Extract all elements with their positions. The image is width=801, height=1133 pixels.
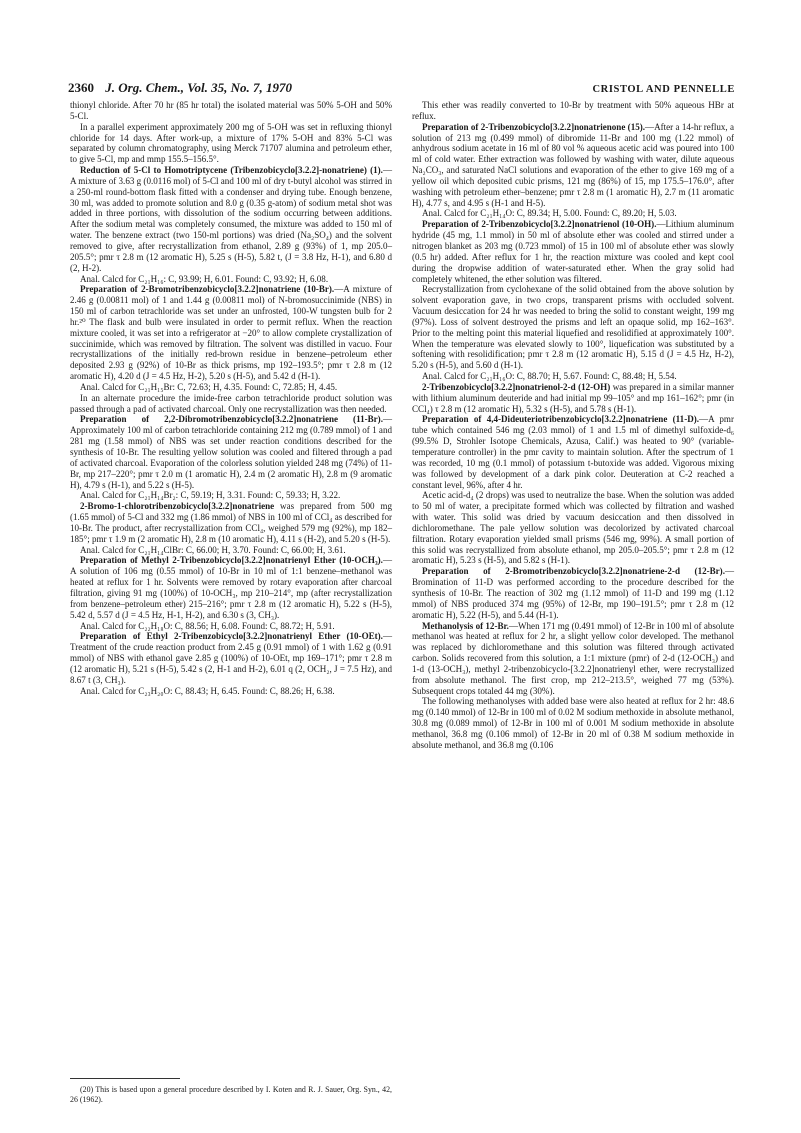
- right-column: [412, 100, 734, 751]
- paragraph-text: The following methanolyses with added base were also heated at reflux for 2 hr: 48.6 mg (0.140 mmol) of 12-Br in 100 ml of 0.02 M sodium methoxide in absolute methanol, 30.8 mg (0.089 mmol) of 12-Br in 100 ml of 0.001 M sodium methoxide in absolute methanol, 36.8 mg (0.106 mmol) of 12-Br in 20 ml of 0.38 M sodium methoxide in absolute methanol, and 36.8 mg (0.106: [412, 696, 734, 750]
- paragraph: [412, 490, 734, 566]
- paragraph-heading: Reduction of 5-Cl to Homotriptycene (Tribenzobicyclo[3.2.2]-nonatriene) (1).: [80, 165, 383, 176]
- paragraph-text: In a parallel experiment approximately 200 mg of 5-OH was set in refluxing thionyl chloride for 14 days. After work-up, a mixture of 17% 5-OH and 83% 5-Cl was separated by column chromatography, using Merck 71707 alumina and petroleum ether, to give 5-Cl, mp and mmp 155.5–156.5°.: [70, 121, 392, 165]
- left-column: [70, 100, 392, 696]
- paragraph: [70, 490, 392, 501]
- paragraph-text: was prepared from 500 mg (1.65 mmol) of 5-Cl and 332 mg (1.86 mmol) of NBS in 100 ml of CCl₄ as described for 10-Br. The product, after recrystallization from CCl₄, weighed 579 mg (92%), mp 182–185°; pmr τ 1.9 m (2 aromatic H), 2.8 m (10 aromatic H), 4.11 s (H-2), and 5.20 s (H-5).: [70, 501, 392, 544]
- paragraph: [412, 566, 734, 620]
- paragraph-heading: Preparation of 4,4-Dideuteriotribenzobicyclo[3.2.2]nonatriene (11-D).: [422, 414, 700, 425]
- page-number: 2360: [68, 80, 94, 95]
- paragraph-heading: 2-Tribenzobicyclo[3.2.2]nonatrienol-2-d (12-OH): [422, 381, 611, 392]
- paragraph-text: —A mixture of 2.46 g (0.00811 mol) of 1 and 1.44 g (0.00811 mol) of N-bromosuccinimide (NBS) in 150 ml of carbon tetrachloride was set under an unfrosted, 100-W tungsten bulb for 2 hr.²⁰ The flask and bulb were insulated in order to permit reflux. When the reaction mixture cooled, it was set into a refrigerator at −20° to allow complete crystallization of succinimide, which was removed by filtration. The solvent was distilled in vacuo. Four recrystallizations of the initially red-brown residue in benzene–petroleum ether deposited 2.93 g (92%) of 10-Br as thick prisms, mp 192–193.5°; pmr τ 2.8 m (12 aromatic H), 4.20 d (J = 4.5 Hz, H-2), 5.20 s (H-5), and 5.42 d (H-1).: [70, 284, 393, 382]
- paragraph: [412, 696, 734, 750]
- paragraph-text: —A mixture of 3.63 g (0.0116 mol) of 5-Cl and 100 ml of dry t-butyl alcohol was stirred in a 250-ml round-bottom flask fitted with a condenser and drying tube. Enough benzene, 30 ml, was added to promote solution and 8.0 g (0.35 g-atom) of sodium metal shot was added in three portions, with dissolution of the sodium occurring between additions. After the sodium metal was completely consumed, the mixture was added to 150 ml of water. The benzene extract (two 150-ml portions) was dried (Na₂SO₄) and the solvent removed to give, after recrystallization from ethanol, 2.89 g (93%) of 1, mp 205.0–205.5°; pmr τ 2.8 m (12 aromatic H), 5.25 s (H-5), 5.82 t, (J = 3.8 Hz, H-1), and 6.80 d (2, H-2).: [70, 165, 392, 273]
- paragraph: [70, 284, 392, 382]
- paragraph-text: This ether was readily converted to 10-Br by treatment with 50% aqueous HBr at reflux.: [412, 100, 734, 121]
- paragraph-text: Anal. Calcd for C₂₁H₁₄ClBr: C, 66.00; H, 3.70. Found: C, 66.00; H, 3.61.: [80, 544, 346, 555]
- paragraph-heading: Methanolysis of 12-Br.: [422, 620, 509, 631]
- paragraph-heading: 2-Bromo-1-chlorotribenzobicyclo[3.2.2]nonatriene: [80, 501, 275, 512]
- paragraph-text: —When 171 mg (0.491 mmol) of 12-Br in 100 ml of absolute methanol was heated at reflux for 2 hr, a slight yellow color developed. The methanol was replaced by dichloromethane and this solution was filtered through activated carbon. Solids recovered from this solution, a 1:1 mixture (pmr) of 2-d (12-OCH₃) and 1-d (13-OCH₃), methyl 2-tribenzobicyclo-[3.2.2]nonatrienyl ether, were recrystallized from absolute methanol. The first crop, mp 212–213.5°, weighed 77 mg (53%). Subsequent crops totaled 44 mg (30%).: [412, 620, 734, 696]
- paragraph-heading: Preparation of 2,2-Dibromotribenzobicyclo[3.2.2]nonatriene (11-Br).: [80, 414, 383, 425]
- paragraph: [70, 621, 392, 632]
- paragraph-text: Anal. Calcd for C₂₃H₂₀O: C, 88.43; H, 6.45. Found: C, 88.26; H, 6.38.: [80, 685, 335, 696]
- paragraph-text: —Approximately 100 ml of carbon tetrachloride containing 212 mg (0.789 mmol) of 1 and 281 mg (1.58 mmol) of NBS was set under reaction conditions described for the synthesis of 10-Br. The resulting yellow solution was cooled and filtered through a pad of activated charcoal. Evaporation of the colorless solution yielded 248 mg (74%) of 11-Br, mp 217–220°; pmr τ 2.0 m (1 aromatic H), 2.4 m (2 aromatic H), 2.8 m (9 aromatic H), 4.79 s (H-1), and 5.22 s (H-5).: [70, 414, 392, 490]
- paragraph: [412, 621, 734, 697]
- paragraph: [70, 545, 392, 556]
- paragraph-text: Anal. Calcd for C₂₁H₁₆: C, 93.99; H, 6.01. Found: C, 93.92; H, 6.08.: [80, 273, 329, 284]
- paragraph-text: —Bromination of 11-D was performed according to the procedure described for the synthesis of 10-Br. The reaction of 302 mg (1.12 mmol) of 11-D and 199 mg (1.12 mmol) of NBS produced 374 mg (95%) of 12-Br, mp 190–191.5°; pmr τ 2.8 m (12 aromatic H), 5.22 (H-5), and 5.44 (H-1).: [412, 566, 734, 620]
- paragraph-heading: Preparation of 2-Tribenzobicyclo[3.2.2]nonatrienol (10-OH).: [422, 219, 657, 230]
- paragraph-text: thionyl chloride. After 70 hr (85 hr total) the isolated material was 50% 5-OH and 50% 5-Cl.: [70, 100, 392, 121]
- paragraph-heading: Preparation of 2-Tribenzobicyclo[3.2.2]nonatrienone (15).: [422, 121, 646, 132]
- paragraph-heading: Preparation of 2-Bromotribenzobicyclo[3.2.2]nonatriene (10-Br).: [80, 284, 335, 295]
- paragraph-text: Anal. Calcd for C₂₂H₁₈O: C, 88.56; H, 6.08. Found: C, 88.72; H, 5.91.: [80, 620, 335, 631]
- paragraph: [70, 122, 392, 165]
- paragraph-text: Anal. Calcd for C₂₁H₁₅Br: C, 72.63; H, 4.35. Found: C, 72.85; H, 4.45.: [80, 381, 338, 392]
- paragraph: [70, 631, 392, 685]
- paragraph: [70, 100, 392, 122]
- paragraph: [70, 393, 392, 415]
- footnote: [70, 1085, 392, 1104]
- paragraph: [70, 414, 392, 490]
- paragraph: [412, 100, 734, 122]
- journal-citation: J. Org. Chem., Vol. 35, No. 7, 1970: [105, 80, 292, 95]
- paragraph: [70, 686, 392, 697]
- paragraph: [70, 165, 392, 273]
- paragraph-text: Acetic acid-d₄ (2 drops) was used to neutralize the base. When the solution was added to 50 ml of water, a precipitate formed which was collected by filtration and washed with water. This solid was dried by vacuum desiccation and then dissolved in dichloromethane. The pale yellow solution was decolorized by activated charcoal filtration. Rotary evaporation yielded small prisms (546 mg, 99%). A small portion of this solid was recrystallized from absolute ethanol, mp 205.0–205.5°; pmr τ 2.8 m (12 aromatic H), 5.23 s (H-5), and 5.82 s (H-1).: [412, 490, 734, 566]
- paragraph-text: Recrystallization from cyclohexane of the solid obtained from the above solution by solvent evaporation gave, in two crops, transparent prisms with occluded solvent. Vacuum desiccation for 24 hr was needed to bring the solid to constant weight, 199 mg (97%). Loss of solvent destroyed the prisms and left an opaque solid, mp 162–163°. Prior to the melting point this material liquefied and resolidified at approximately 100°. When the temperature was elevated slowly to 100°, liquefication was substituted by a softening with resolidification; pmr τ 2.8 m (12 aromatic H), 5.15 d (J = 4.5 Hz, H-2), 5.20 s (H-5), and 5.60 d (H-1).: [412, 284, 734, 371]
- paragraph-text: Anal. Calcd for C₂₁H₁₆O: C, 88.70; H, 5.67. Found: C, 88.48; H, 5.54.: [422, 371, 677, 382]
- paragraph: [70, 501, 392, 544]
- paragraph-heading: Preparation of 2-Bromotribenzobicyclo[3.2.2]nonatriene-2-d (12-Br).: [422, 566, 725, 577]
- paragraph: [70, 382, 392, 393]
- paragraph-text: —After a 14-hr reflux, a solution of 213 mg (0.499 mmol) of dibromide 11-Br and 100 mg (1.22 mmol) of anhydrous sodium acetate in 16 ml of 80 vol % aqueous acetic acid was poured into 100 ml of cold water. Ether extraction was followed by washing with water, dilute aqueous Na₂CO₃, and saturated NaCl solutions and evaporation of the ether to give 169 mg of a yellow oil which deposited cubic prisms, 121 mg (86%) of 15, mp 175.5–176.0°, after washing with petroleum ether–benzene; pmr τ 2.8 m (1 aromatic H), 2.7 m (11 aromatic H), 4.77 s, and 4.95 s (H-1 and H-5).: [412, 121, 735, 208]
- paragraph: [412, 382, 734, 415]
- paragraph-text: In an alternate procedure the imide-free carbon tetrachloride product solution was passed through a pad of activated charcoal. Only one recrystallization was then needed.: [70, 392, 392, 414]
- paragraph-text: —Lithium aluminum hydride (45 mg, 1.1 mmol) in 50 ml of absolute ether was cooled and stirred under a nitrogen blanket as 203 mg (0.723 mmol) of 15 in 100 ml of absolute ether was slowly (0.5 hr) added. After reflux for 1 hr, the reaction mixture was cooled and kept cool during the dropwise addition of water-saturated ether. When the gray solid had completely whitened, the ether solution was filtered.: [412, 219, 734, 284]
- header-left: [68, 80, 292, 96]
- paragraph: [412, 414, 734, 490]
- paragraph-text: Anal. Calcd for C₂₁H₁₄Br₂: C, 59.19; H, 3.31. Found: C, 59.33; H, 3.22.: [80, 490, 341, 501]
- paragraph: [412, 219, 734, 284]
- paragraph-text: Anal. Calcd for C₂₁H₁₄O: C, 89.34; H, 5.00. Found: C, 89.20; H, 5.03.: [422, 208, 677, 219]
- paragraph: [70, 274, 392, 285]
- paragraph: [412, 371, 734, 382]
- paragraph-heading: Preparation of Ethyl 2-Tribenzobicyclo[3.2.2]nonatrienyl Ether (10-OEt).: [80, 631, 383, 642]
- paragraph-heading: Preparation of Methyl 2-Tribenzobicyclo[3.2.2]nonatrienyl Ether (10-OCH₃).: [80, 555, 383, 566]
- paragraph-text: —A pmr tube which contained 546 mg (2.03 mmol) of 1 and 1.5 ml of dimethyl sulfoxide-d₆ (99.5% D, Strohler Isotope Chemicals, Azusa, Calif.) was heated to 90° (variable-temperature controller) in the pmr cavity to maintain solution. After the spectrum of 1 was recorded, 10 mg (0.1 mmol) of potassium t-butoxide was added. Vigorous mixing was followed by development of a dark pink color. Deuteration at C-2 reached a constant level, 96%, after 4 hr.: [412, 414, 734, 490]
- paragraph: [412, 208, 734, 219]
- header-authors: CRISTOL AND PENNELLE: [592, 84, 735, 95]
- paragraph-text: —Treatment of the crude reaction product from 2.45 g (0.91 mmol) of 1 with 1.62 g (0.91 mmol) of NBS with ethanol gave 2.85 g (100%) of 10-OEt, mp 169–171°; pmr τ 2.8 m (12 aromatic H), 5.21 s (H-5), 5.42 s (2, H-1 and H-2), 6.01 q (2, OCH₂, J = 7.5 Hz), and 8.67 t (3, CH₃).: [70, 631, 392, 685]
- paragraph-text: —A solution of 106 mg (0.55 mmol) of 10-Br in 10 ml of 1:1 benzene–methanol was heated at reflux for 1 hr. Solvents were removed by rotary evaporation after charcoal filtration, giving 91 mg (100%) of 10-OCH₃, mp 210–214°, mp (after recrystallization from benzene–petroleum ether) 215–216°; pmr τ 2.8 m (12 aromatic H), 5.22 s (H-5), 5.42 d, 5.57 d (J = 4.5 Hz, H-1, H-2), and 6.30 s (3, CH₃).: [70, 555, 392, 620]
- paragraph: [412, 284, 734, 371]
- footnote-text: (20) This is based upon a general procedure described by I. Koten and R. J. Sauer, Org. Syn., 42, 26 (1962).: [70, 1085, 392, 1104]
- paragraph: [412, 122, 734, 209]
- paragraph: [70, 555, 392, 620]
- running-header: [68, 80, 735, 98]
- paragraph-text: was prepared in a similar manner with lithium aluminum deuteride and had initial mp 99–105° and mp 161–162°; pmr (in CCl₄) τ 2.8 m (12 aromatic H), 5.32 s (H-5), and 5.78 s (H-1).: [412, 381, 734, 414]
- footnote-rule: [70, 1078, 180, 1079]
